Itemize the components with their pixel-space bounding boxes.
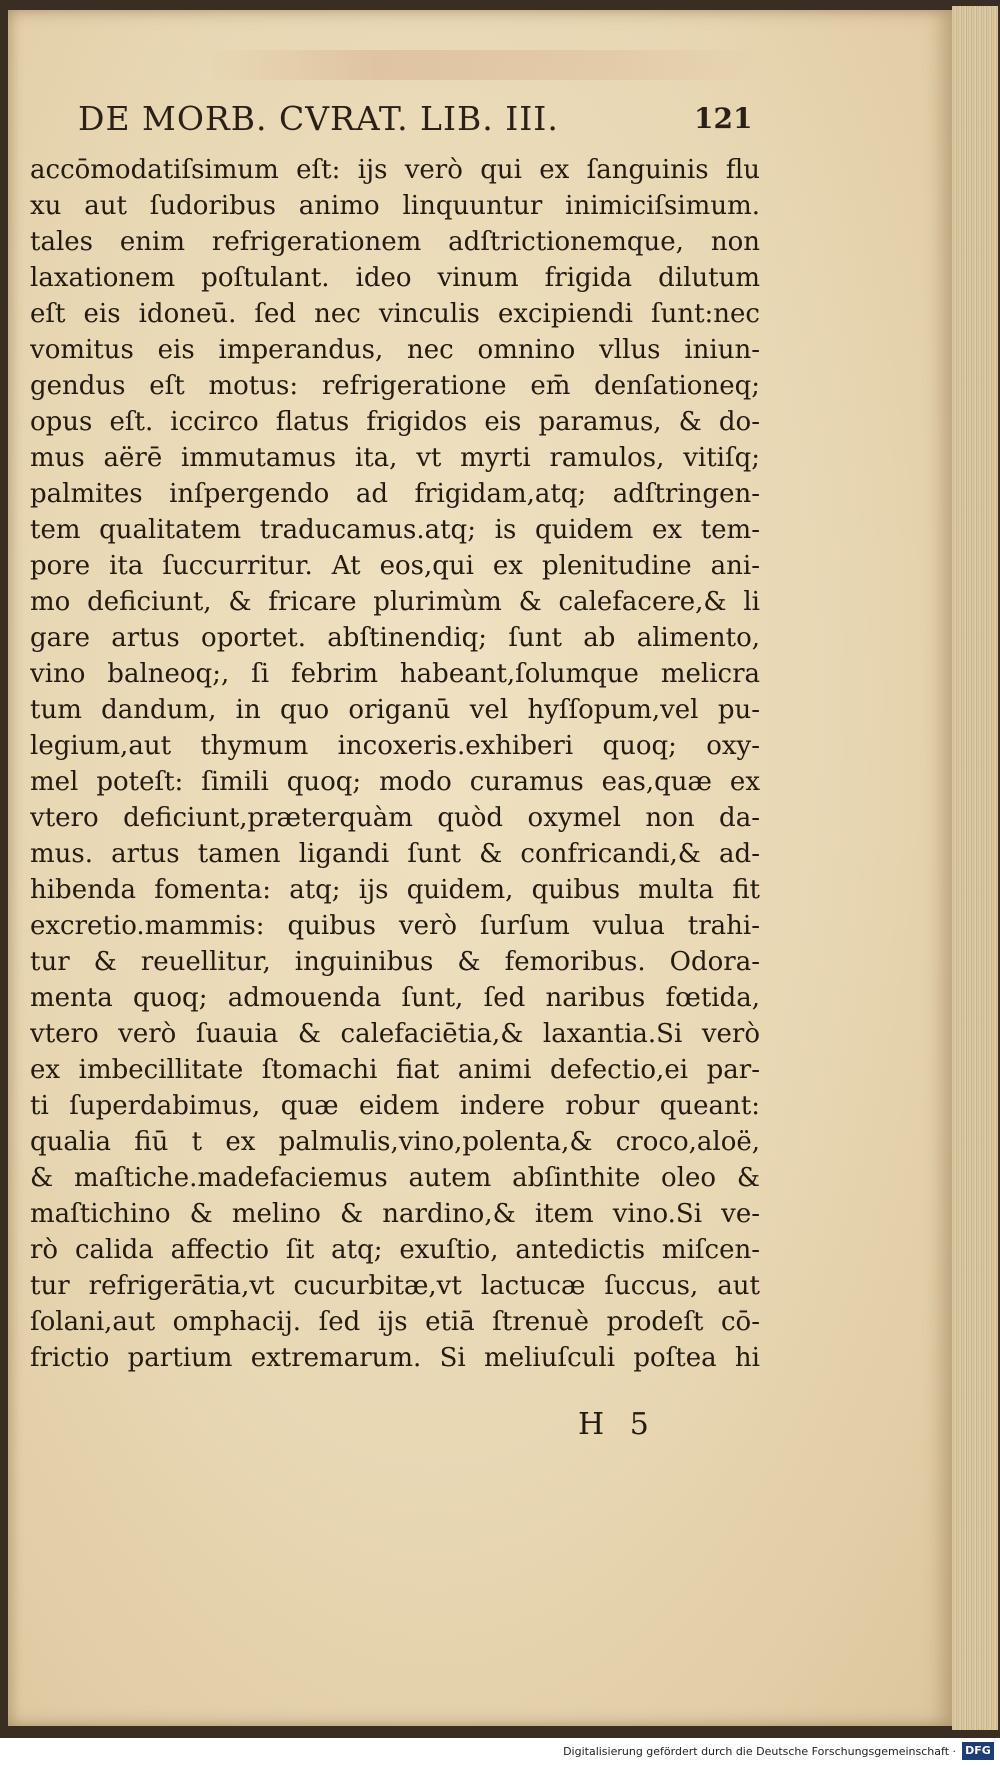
text-line: vomitus eis imperandus, nec omnino vllus iniun- [30, 335, 760, 365]
text-line: mel poteſt: ſimili quoq; modo curamus eas,quæ ex [30, 767, 760, 797]
text-line: accōmodatiſsimum eſt: ijs verò qui ex ſanguinis flu [30, 155, 760, 185]
text-line: gare artus oportet. abſtinendiq; ſunt ab alimento, [30, 623, 760, 653]
text-line: xu aut ſudoribus animo linquuntur inimiciſsimum. [30, 191, 760, 221]
text-line: legium,aut thymum incoxeris.exhiberi quoq; oxy- [30, 731, 760, 761]
text-line: hibenda fomenta: atq; ijs quidem, quibus multa fit [30, 875, 760, 905]
text-line: frictio partium extremarum. Si meliuſculi poſtea hi [30, 1343, 760, 1373]
text-line: vino balneoq;, ſi febrim habeant,ſolumque melicra [30, 659, 760, 689]
text-line: pore ita ſuccurritur. At eos,qui ex plenitudine ani- [30, 551, 760, 581]
text-line: tur refrigerātia,vt cucurbitæ,vt lactucæ ſuccus, aut [30, 1271, 760, 1301]
text-line: ex imbecillitate ſtomachi fiat animi defectio,ei par- [30, 1055, 760, 1085]
signature-mark: H 5 [578, 1407, 649, 1442]
funding-credit: Digitalisierung gefördert durch die Deutsche Forschungsgemeinschaft · [563, 1745, 956, 1758]
paper-stain [208, 50, 768, 80]
text-line: ſolani,aut omphacij. ſed ijs etiā ſtrenuè prodeſt cō- [30, 1307, 760, 1337]
text-line: maſtichino & melino & nardino,& item vino.Si ve- [30, 1199, 760, 1229]
text-line: vtero verò ſuauia & calefaciētia,& laxantia.Si verò [30, 1019, 760, 1049]
text-line: palmites inſpergendo ad frigidam,atq; adſtringen- [30, 479, 760, 509]
text-line: gendus eſt motus: refrigeratione em̄ denſationeq; [30, 371, 760, 401]
text-line: menta quoq; admouenda ſunt, ſed naribus fœtida, [30, 983, 760, 1013]
book-page [8, 10, 952, 1726]
text-line: & maſtiche.madefaciemus autem abſinthite oleo & [30, 1163, 760, 1193]
running-header: DE MORB. CVRAT. LIB. III. [78, 99, 559, 138]
text-line: rò calida affectio ſit atq; exuſtio, antedictis miſcen- [30, 1235, 760, 1265]
text-line: eſt eis idoneū. ſed nec vinculis excipiendi ſunt:nec [30, 299, 760, 329]
footer-strip [0, 1738, 1000, 1765]
text-line: tales enim refrigerationem adſtrictionemque, non [30, 227, 760, 257]
text-line: laxationem poſtulant. ideo vinum frigida dilutum [30, 263, 760, 293]
text-line: tem qualitatem traducamus.atq; is quidem ex tem- [30, 515, 760, 545]
text-line: mus aërē immutamus ita, vt myrti ramulos, vitiſq; [30, 443, 760, 473]
text-line: mus. artus tamen ligandi ſunt & confricandi,& ad- [30, 839, 760, 869]
text-line: tum dandum, in quo origanū vel hyſſopum,vel pu- [30, 695, 760, 725]
text-line: vtero deficiunt,præterquàm quòd oxymel non da- [30, 803, 760, 833]
body-text [30, 152, 760, 1412]
text-line: opus eſt. iccirco flatus frigidos eis paramus, & do- [30, 407, 760, 437]
text-line: tur & reuellitur, inguinibus & femoribus. Odora- [30, 947, 760, 977]
page-edge [952, 6, 998, 1730]
text-line: qualia fiū t ex palmulis,vino,polenta,& croco,aloë, [30, 1127, 760, 1157]
text-line: mo deficiunt, & fricare plurimùm & calefacere,& li [30, 587, 760, 617]
text-line: ti ſuperdabimus, quæ eidem indere robur queant: [30, 1091, 760, 1121]
text-line: excretio.mammis: quibus verò ſurſum vulua trahi- [30, 911, 760, 941]
page-number: 121 [694, 102, 753, 135]
dfg-logo-icon: DFG [962, 1742, 994, 1760]
